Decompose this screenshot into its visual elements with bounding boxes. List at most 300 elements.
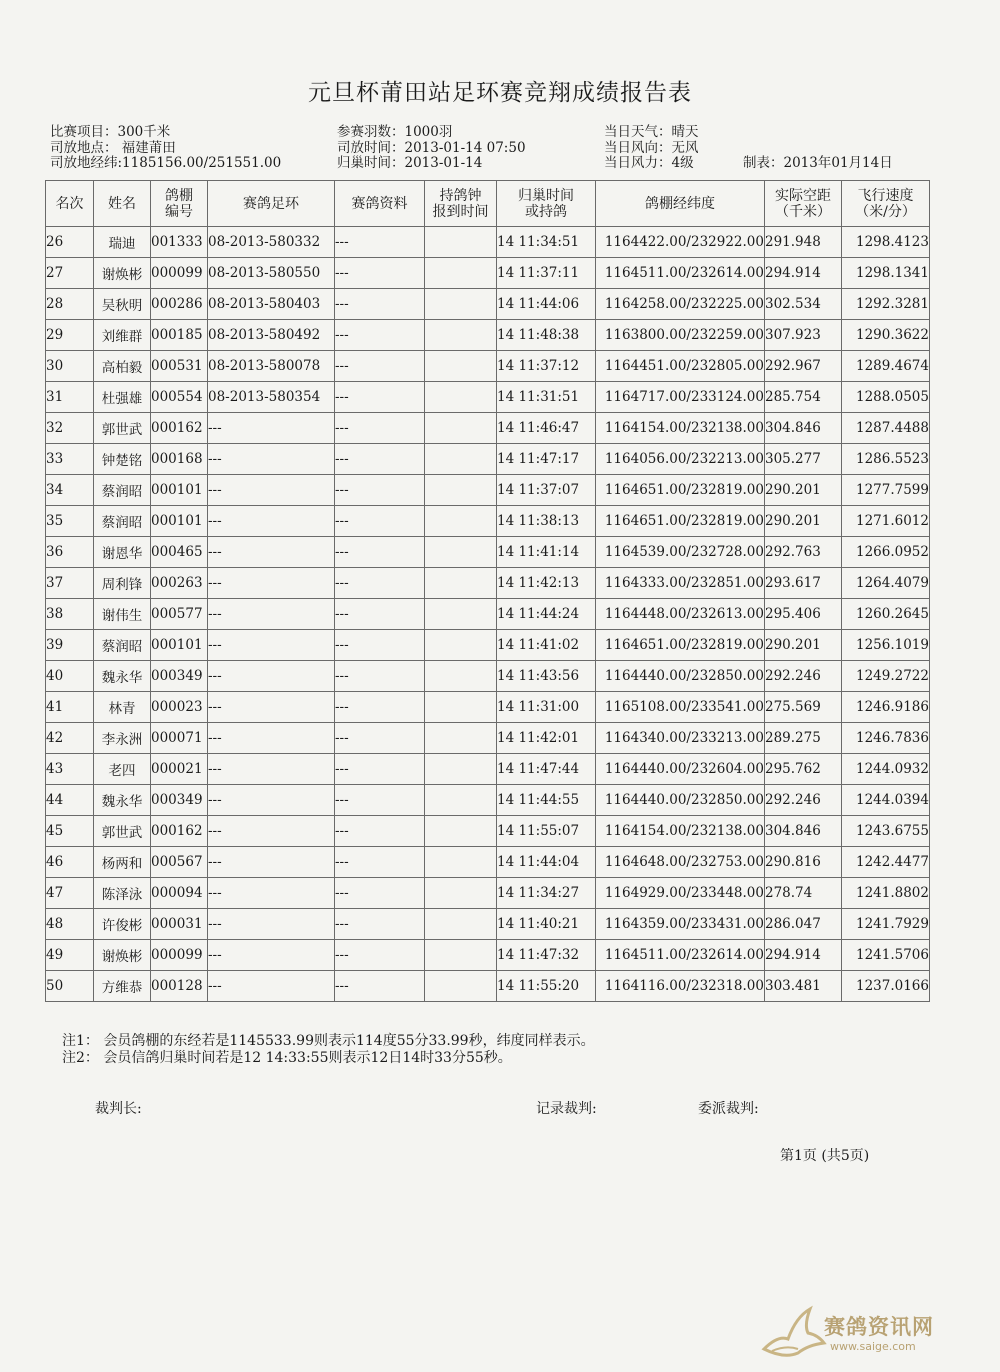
cell-info: --- (335, 599, 425, 630)
cell-return-time: 14 11:41:02 (497, 630, 596, 661)
cell-name: 谢伟生 (94, 599, 151, 630)
results-table (45, 180, 930, 1002)
cell-return-time: 14 11:31:00 (497, 692, 596, 723)
cell-info: --- (335, 227, 425, 258)
cell-ring: 08-2013-580403 (208, 289, 335, 320)
cell-coords: 1164511.00/232614.00 (596, 258, 765, 289)
cell-distance: 292.246 (765, 785, 842, 816)
cell-rank: 41 (46, 692, 94, 723)
cell-info: --- (335, 661, 425, 692)
cell-distance: 285.754 (765, 382, 842, 413)
cell-info: --- (335, 878, 425, 909)
cell-rank: 34 (46, 475, 94, 506)
cell-loft-id: 000162 (151, 816, 208, 847)
table-row (46, 444, 930, 475)
cell-clock-time (425, 940, 497, 971)
header-rank: 名次 (46, 181, 94, 227)
cell-ring: 08-2013-580078 (208, 351, 335, 382)
cell-coords: 1164154.00/232138.00 (596, 816, 765, 847)
cell-clock-time (425, 413, 497, 444)
cell-rank: 35 (46, 506, 94, 537)
cell-info: --- (335, 444, 425, 475)
header-distance: 实际空距 （千米） (765, 181, 842, 227)
cell-speed: 1288.0505 (842, 382, 930, 413)
cell-distance: 292.246 (765, 661, 842, 692)
table-row (46, 413, 930, 444)
cell-loft-id: 001333 (151, 227, 208, 258)
cell-rank: 30 (46, 351, 94, 382)
cell-ring: --- (208, 940, 335, 971)
cell-return-time: 14 11:42:01 (497, 723, 596, 754)
table-row (46, 351, 930, 382)
cell-rank: 32 (46, 413, 94, 444)
cell-distance: 290.816 (765, 847, 842, 878)
cell-ring: --- (208, 909, 335, 940)
cell-name: 瑞迪 (94, 227, 151, 258)
table-row (46, 537, 930, 568)
results-body (46, 227, 930, 1002)
cell-speed: 1242.4477 (842, 847, 930, 878)
cell-loft-id: 000031 (151, 909, 208, 940)
cell-coords: 1164511.00/232614.00 (596, 940, 765, 971)
header-clock: 持鸽钟 报到时间 (425, 181, 497, 227)
cell-coords: 1164651.00/232819.00 (596, 475, 765, 506)
cell-return-time: 14 11:31:51 (497, 382, 596, 413)
cell-info: --- (335, 382, 425, 413)
cell-speed: 1241.8802 (842, 878, 930, 909)
cell-return-time: 14 11:47:44 (497, 754, 596, 785)
cell-rank: 45 (46, 816, 94, 847)
cell-return-time: 14 11:37:11 (497, 258, 596, 289)
meta-prepared-date: 制表：2013年01月14日 (743, 155, 893, 171)
cell-name: 蔡润昭 (94, 630, 151, 661)
cell-clock-time (425, 289, 497, 320)
table-row (46, 630, 930, 661)
cell-clock-time (425, 630, 497, 661)
table-row (46, 258, 930, 289)
cell-speed: 1277.7599 (842, 475, 930, 506)
cell-clock-time (425, 537, 497, 568)
cell-speed: 1287.4488 (842, 413, 930, 444)
cell-info: --- (335, 320, 425, 351)
cell-rank: 44 (46, 785, 94, 816)
meta-column-race (50, 124, 281, 171)
cell-rank: 33 (46, 444, 94, 475)
cell-return-time: 14 11:34:51 (497, 227, 596, 258)
cell-loft-id: 000023 (151, 692, 208, 723)
cell-distance: 294.914 (765, 940, 842, 971)
signature-chief-judge: 裁判长: (95, 1101, 142, 1117)
cell-clock-time (425, 599, 497, 630)
cell-coords: 1164440.00/232850.00 (596, 661, 765, 692)
cell-name: 方维恭 (94, 971, 151, 1002)
cell-name: 蔡润昭 (94, 506, 151, 537)
cell-loft-id: 000099 (151, 940, 208, 971)
cell-speed: 1260.2645 (842, 599, 930, 630)
cell-return-time: 14 11:47:17 (497, 444, 596, 475)
cell-loft-id: 000349 (151, 661, 208, 692)
cell-name: 陈泽泳 (94, 878, 151, 909)
cell-ring: --- (208, 444, 335, 475)
cell-coords: 1164333.00/232851.00 (596, 568, 765, 599)
cell-coords: 1164539.00/232728.00 (596, 537, 765, 568)
cell-clock-time (425, 971, 497, 1002)
cell-speed: 1290.3622 (842, 320, 930, 351)
report-title: 元旦杯莆田站足环赛竞翔成绩报告表 (308, 80, 692, 106)
cell-name: 吴秋明 (94, 289, 151, 320)
cell-ring: --- (208, 723, 335, 754)
cell-rank: 37 (46, 568, 94, 599)
cell-ring: --- (208, 475, 335, 506)
cell-distance: 278.74 (765, 878, 842, 909)
cell-rank: 50 (46, 971, 94, 1002)
cell-info: --- (335, 847, 425, 878)
cell-clock-time (425, 382, 497, 413)
cell-distance: 290.201 (765, 475, 842, 506)
table-row (46, 475, 930, 506)
watermark (758, 1305, 958, 1361)
cell-return-time: 14 11:40:21 (497, 909, 596, 940)
cell-distance: 303.481 (765, 971, 842, 1002)
watermark-url: www.saige.com (830, 1340, 916, 1353)
cell-speed: 1246.9186 (842, 692, 930, 723)
header-return-time: 归巢时间 或持鸽 (497, 181, 596, 227)
cell-distance: 304.846 (765, 413, 842, 444)
cell-coords: 1164422.00/232922.00 (596, 227, 765, 258)
cell-ring: --- (208, 506, 335, 537)
cell-clock-time (425, 878, 497, 909)
meta-return-time: 归巢时间：2013-01-14 (337, 155, 483, 171)
cell-rank: 26 (46, 227, 94, 258)
cell-name: 杜强雄 (94, 382, 151, 413)
cell-coords: 1164340.00/233213.00 (596, 723, 765, 754)
cell-clock-time (425, 723, 497, 754)
table-row (46, 847, 930, 878)
cell-clock-time (425, 568, 497, 599)
cell-ring: --- (208, 413, 335, 444)
cell-ring: --- (208, 971, 335, 1002)
cell-info: --- (335, 413, 425, 444)
cell-clock-time (425, 506, 497, 537)
cell-distance: 290.201 (765, 506, 842, 537)
cell-coords: 1165108.00/233541.00 (596, 692, 765, 723)
cell-return-time: 14 11:38:13 (497, 506, 596, 537)
cell-rank: 48 (46, 909, 94, 940)
cell-ring: --- (208, 847, 335, 878)
cell-coords: 1164440.00/232850.00 (596, 785, 765, 816)
cell-distance: 292.967 (765, 351, 842, 382)
cell-info: --- (335, 351, 425, 382)
cell-clock-time (425, 816, 497, 847)
meta-race-item: 比赛项目：300千米 (50, 124, 171, 140)
cell-distance: 295.406 (765, 599, 842, 630)
watermark-brand: 赛鸽资讯网 (824, 1315, 934, 1339)
cell-loft-id: 000021 (151, 754, 208, 785)
page-number: 第1页 (共5页) (780, 1148, 870, 1164)
cell-info: --- (335, 940, 425, 971)
header-name: 姓名 (94, 181, 151, 227)
cell-speed: 1289.4674 (842, 351, 930, 382)
cell-return-time: 14 11:46:47 (497, 413, 596, 444)
table-row (46, 227, 930, 258)
meta-column-times (337, 124, 526, 171)
cell-rank: 28 (46, 289, 94, 320)
cell-ring: --- (208, 785, 335, 816)
cell-distance: 293.617 (765, 568, 842, 599)
cell-rank: 38 (46, 599, 94, 630)
cell-return-time: 14 11:41:14 (497, 537, 596, 568)
meta-weather: 当日天气：晴天 (604, 124, 699, 140)
cell-ring: 08-2013-580550 (208, 258, 335, 289)
cell-info: --- (335, 909, 425, 940)
cell-speed: 1241.7929 (842, 909, 930, 940)
table-row (46, 692, 930, 723)
cell-distance: 291.948 (765, 227, 842, 258)
cell-speed: 1286.5523 (842, 444, 930, 475)
table-row (46, 506, 930, 537)
cell-loft-id: 000349 (151, 785, 208, 816)
table-row (46, 878, 930, 909)
cell-loft-id: 000465 (151, 537, 208, 568)
meta-release-time: 司放时间：2013-01-14 07:50 (337, 139, 526, 156)
cell-distance: 286.047 (765, 909, 842, 940)
cell-info: --- (335, 506, 425, 537)
cell-info: --- (335, 816, 425, 847)
header-info: 赛鸽资料 (335, 181, 425, 227)
cell-return-time: 14 11:55:20 (497, 971, 596, 1002)
signature-recorder: 记录裁判: (536, 1101, 597, 1117)
cell-rank: 27 (46, 258, 94, 289)
cell-ring: --- (208, 661, 335, 692)
cell-info: --- (335, 289, 425, 320)
table-row (46, 785, 930, 816)
pigeon-logo-icon (758, 1305, 828, 1361)
cell-distance: 275.569 (765, 692, 842, 723)
meta-release-coords: 司放地经纬:1185156.00/251551.00 (50, 155, 282, 171)
cell-return-time: 14 11:44:24 (497, 599, 596, 630)
header-loft: 鸽棚 编号 (151, 181, 208, 227)
cell-rank: 40 (46, 661, 94, 692)
cell-ring: 08-2013-580332 (208, 227, 335, 258)
cell-ring: --- (208, 599, 335, 630)
cell-rank: 49 (46, 940, 94, 971)
cell-loft-id: 000094 (151, 878, 208, 909)
cell-return-time: 14 11:34:27 (497, 878, 596, 909)
table-row (46, 816, 930, 847)
cell-info: --- (335, 754, 425, 785)
cell-clock-time (425, 785, 497, 816)
cell-name: 钟楚铭 (94, 444, 151, 475)
cell-speed: 1249.2722 (842, 661, 930, 692)
cell-loft-id: 000128 (151, 971, 208, 1002)
cell-speed: 1256.1019 (842, 630, 930, 661)
cell-clock-time (425, 320, 497, 351)
cell-return-time: 14 11:37:12 (497, 351, 596, 382)
meta-release-place: 司放地点： 福建莆田 (50, 139, 176, 156)
cell-distance: 294.914 (765, 258, 842, 289)
cell-loft-id: 000577 (151, 599, 208, 630)
cell-info: --- (335, 692, 425, 723)
cell-clock-time (425, 351, 497, 382)
notes (62, 1033, 595, 1067)
cell-speed: 1298.4123 (842, 227, 930, 258)
cell-loft-id: 000101 (151, 506, 208, 537)
cell-loft-id: 000099 (151, 258, 208, 289)
cell-loft-id: 000286 (151, 289, 208, 320)
cell-rank: 29 (46, 320, 94, 351)
cell-name: 谢焕彬 (94, 258, 151, 289)
cell-clock-time (425, 847, 497, 878)
cell-coords: 1164651.00/232819.00 (596, 630, 765, 661)
cell-distance: 305.277 (765, 444, 842, 475)
cell-distance: 292.763 (765, 537, 842, 568)
cell-speed: 1266.0952 (842, 537, 930, 568)
cell-name: 谢恩华 (94, 537, 151, 568)
cell-loft-id: 000185 (151, 320, 208, 351)
cell-distance: 307.923 (765, 320, 842, 351)
cell-loft-id: 000554 (151, 382, 208, 413)
cell-distance: 289.275 (765, 723, 842, 754)
cell-loft-id: 000071 (151, 723, 208, 754)
cell-return-time: 14 11:44:04 (497, 847, 596, 878)
meta-entries: 参赛羽数：1000羽 (337, 124, 453, 140)
cell-coords: 1164717.00/233124.00 (596, 382, 765, 413)
cell-speed: 1241.5706 (842, 940, 930, 971)
cell-clock-time (425, 909, 497, 940)
cell-rank: 46 (46, 847, 94, 878)
table-row (46, 754, 930, 785)
cell-return-time: 14 11:47:32 (497, 940, 596, 971)
table-row (46, 320, 930, 351)
cell-coords: 1164116.00/232318.00 (596, 971, 765, 1002)
cell-coords: 1164451.00/232805.00 (596, 351, 765, 382)
cell-coords: 1163800.00/232259.00 (596, 320, 765, 351)
header-coords: 鸽棚经纬度 (596, 181, 765, 227)
cell-distance: 304.846 (765, 816, 842, 847)
cell-name: 刘维群 (94, 320, 151, 351)
cell-info: --- (335, 258, 425, 289)
cell-speed: 1244.0394 (842, 785, 930, 816)
table-row (46, 940, 930, 971)
cell-rank: 36 (46, 537, 94, 568)
cell-rank: 47 (46, 878, 94, 909)
cell-name: 老四 (94, 754, 151, 785)
table-row (46, 289, 930, 320)
meta-wind-force: 当日风力：4级 (604, 155, 694, 171)
cell-rank: 42 (46, 723, 94, 754)
cell-name: 高柏毅 (94, 351, 151, 382)
signature-delegate: 委派裁判: (698, 1101, 759, 1117)
cell-coords: 1164359.00/233431.00 (596, 909, 765, 940)
cell-ring: 08-2013-580354 (208, 382, 335, 413)
header-speed: 飞行速度 （米/分） (842, 181, 930, 227)
cell-coords: 1164440.00/232604.00 (596, 754, 765, 785)
cell-ring: --- (208, 630, 335, 661)
cell-info: --- (335, 785, 425, 816)
cell-loft-id: 000101 (151, 475, 208, 506)
cell-coords: 1164648.00/232753.00 (596, 847, 765, 878)
cell-distance: 290.201 (765, 630, 842, 661)
cell-info: --- (335, 568, 425, 599)
cell-loft-id: 000531 (151, 351, 208, 382)
cell-name: 郭世武 (94, 816, 151, 847)
cell-return-time: 14 11:44:55 (497, 785, 596, 816)
table-row (46, 661, 930, 692)
cell-clock-time (425, 754, 497, 785)
cell-name: 蔡润昭 (94, 475, 151, 506)
cell-speed: 1271.6012 (842, 506, 930, 537)
cell-info: --- (335, 630, 425, 661)
meta-column-weather (604, 124, 699, 171)
table-row (46, 382, 930, 413)
cell-return-time: 14 11:43:56 (497, 661, 596, 692)
cell-speed: 1246.7836 (842, 723, 930, 754)
cell-ring: --- (208, 537, 335, 568)
cell-ring: --- (208, 754, 335, 785)
cell-coords: 1164154.00/232138.00 (596, 413, 765, 444)
cell-coords: 1164929.00/233448.00 (596, 878, 765, 909)
cell-return-time: 14 11:48:38 (497, 320, 596, 351)
cell-name: 杨两和 (94, 847, 151, 878)
cell-ring: --- (208, 878, 335, 909)
cell-clock-time (425, 444, 497, 475)
cell-loft-id: 000101 (151, 630, 208, 661)
cell-ring: --- (208, 692, 335, 723)
cell-name: 许俊彬 (94, 909, 151, 940)
table-row (46, 599, 930, 630)
cell-name: 周利锋 (94, 568, 151, 599)
cell-coords: 1164056.00/232213.00 (596, 444, 765, 475)
cell-name: 李永洲 (94, 723, 151, 754)
table-row (46, 909, 930, 940)
cell-rank: 39 (46, 630, 94, 661)
cell-clock-time (425, 258, 497, 289)
cell-loft-id: 000168 (151, 444, 208, 475)
cell-loft-id: 000162 (151, 413, 208, 444)
cell-clock-time (425, 227, 497, 258)
cell-info: --- (335, 475, 425, 506)
cell-clock-time (425, 661, 497, 692)
cell-speed: 1298.1341 (842, 258, 930, 289)
cell-clock-time (425, 692, 497, 723)
cell-name: 谢焕彬 (94, 940, 151, 971)
cell-loft-id: 000567 (151, 847, 208, 878)
cell-return-time: 14 11:37:07 (497, 475, 596, 506)
cell-ring: --- (208, 816, 335, 847)
table-row (46, 568, 930, 599)
cell-loft-id: 000263 (151, 568, 208, 599)
cell-clock-time (425, 475, 497, 506)
cell-name: 郭世武 (94, 413, 151, 444)
cell-ring: --- (208, 568, 335, 599)
table-row (46, 971, 930, 1002)
cell-info: --- (335, 971, 425, 1002)
cell-distance: 295.762 (765, 754, 842, 785)
cell-name: 林青 (94, 692, 151, 723)
meta-wind-direction: 当日风向：无风 (604, 139, 699, 156)
cell-return-time: 14 11:55:07 (497, 816, 596, 847)
table-header-row (46, 181, 930, 227)
cell-name: 魏永华 (94, 661, 151, 692)
cell-ring: 08-2013-580492 (208, 320, 335, 351)
note-1: 注1： 会员鸽棚的东经若是1145533.99则表示114度55分33.99秒，纬度同样表示。 (62, 1033, 595, 1049)
cell-coords: 1164258.00/232225.00 (596, 289, 765, 320)
cell-info: --- (335, 723, 425, 754)
cell-speed: 1243.6755 (842, 816, 930, 847)
cell-info: --- (335, 537, 425, 568)
cell-return-time: 14 11:44:06 (497, 289, 596, 320)
cell-return-time: 14 11:42:13 (497, 568, 596, 599)
